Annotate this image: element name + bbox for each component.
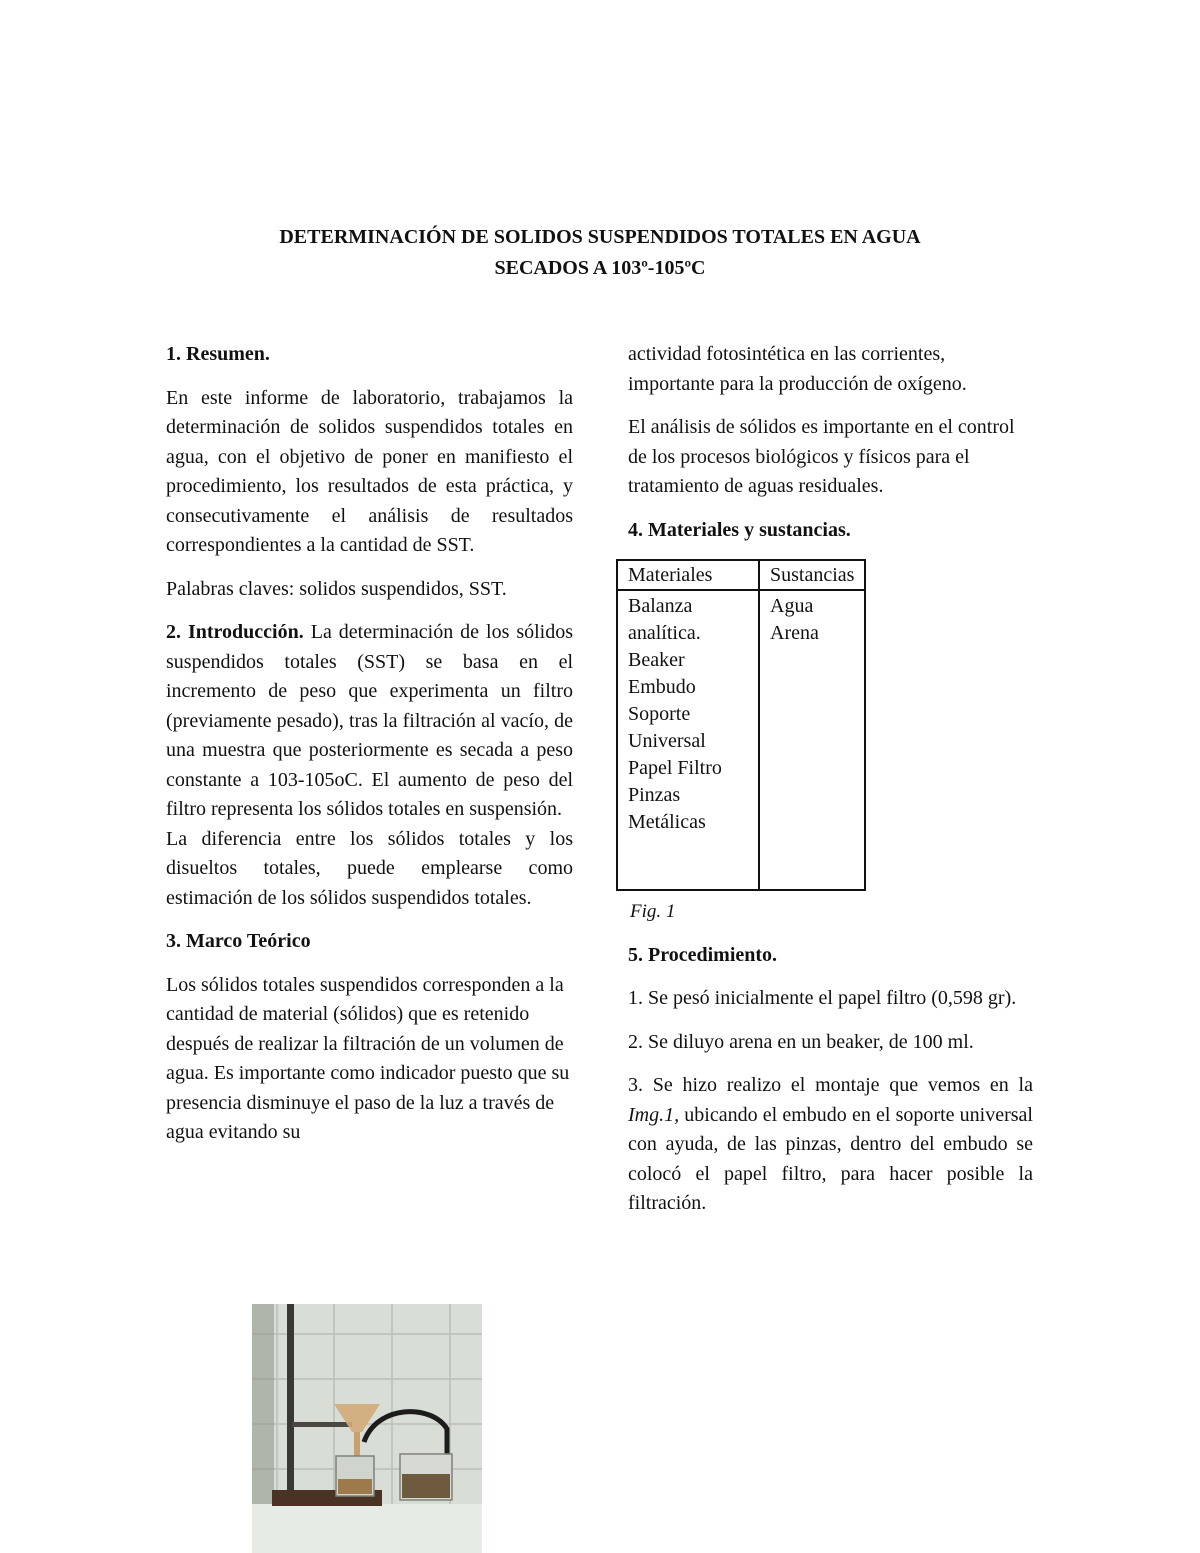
step-2: 2. Se diluyo arena en un beaker, de 100 ml. [628,1030,974,1053]
substances-header: Sustancias [759,560,865,590]
marco-body-right: actividad fotosintética en las corrientes, importante para la producción de oxígeno. [628,343,967,395]
title-line-1: DETERMINACIÓN DE SOLIDOS SUSPENDIDOS TOTALES EN AGUA [279,226,921,248]
introduccion-heading: 2. Introducción. [166,621,304,643]
material-item: Embudo [628,676,696,698]
step-3-text-a: 3. Se hizo realizo el montaje que vemos en la [628,1074,1033,1096]
substances-cell [759,590,865,890]
title-line-2: SECADOS A 103º-105ºC [494,257,706,279]
resumen-body: En este informe de laboratorio, trabajamos la determinación de solidos suspendidos totales en agua, con el objetivo de poner en manifiesto el procedimiento, los resultados de esta práctica, y consecutivamente el análisis de resultados correspondientes a la cantidad de SST. [166,386,573,556]
marco-heading: 3. Marco Teórico [166,930,311,952]
marco-body-2: El análisis de sólidos es importante en el control de los procesos biológicos y físicos para el tratamiento de aguas residuales. [628,416,1015,497]
step-3-text-b: ubicando el embudo en el soporte universal con ayuda, de las pinzas, dentro del embudo se colocó el papel filtro, para hacer posible la filtración. [628,1103,1033,1214]
material-item: Balanza analítica. [628,595,701,644]
right-column [628,340,1033,1233]
materials-table [616,559,866,891]
image-reference: Img.1, [628,1103,680,1126]
left-column [166,340,573,1162]
material-item: Soporte Universal [628,703,706,752]
materiales-heading: 4. Materiales y sustancias. [628,518,851,541]
introduccion-paragraph [166,618,573,825]
document-title [150,222,1050,284]
resumen-heading: 1. Resumen. [166,343,270,365]
introduccion-body-2: La diferencia entre los sólidos totales y los disueltos totales, puede emplearse como estimación de los sólidos suspendidos totales. [166,827,573,909]
marco-body-left: Los sólidos totales suspendidos corresponden a la cantidad de material (sólidos) que es retenido después de realizar la filtración de un volumen de agua. Es importante como indicador puesto que su presencia disminuye el paso de la luz a través de agua evitando su [166,973,570,1143]
materials-cell [617,590,759,890]
lab-setup-photo [252,1304,482,1553]
substance-item: Arena [770,622,819,644]
step-3 [628,1071,1033,1219]
materials-header: Materiales [617,560,759,590]
substance-item: Agua [770,595,814,617]
material-item: Papel Filtro [628,757,722,779]
step-1: 1. Se pesó inicialmente el papel filtro (0,598 gr). [628,987,1017,1009]
keywords: Palabras claves: solidos suspendidos, SST. [166,577,507,600]
material-item: Beaker [628,649,685,671]
figure-caption: Fig. 1 [630,901,676,922]
material-item: Pinzas Metálicas [628,784,706,833]
introduccion-body-1: La determinación de los sólidos suspendidos totales (SST) se basa en el incremento de peso que experimenta un filtro (previamente pesado), tras la filtración al vacío, de una muestra que posteriormente es secada a peso constante a 103-105oC. El aumento de peso del filtro representa los sólidos totales en suspensión. [166,621,574,820]
procedimiento-heading: 5. Procedimiento. [628,943,778,966]
